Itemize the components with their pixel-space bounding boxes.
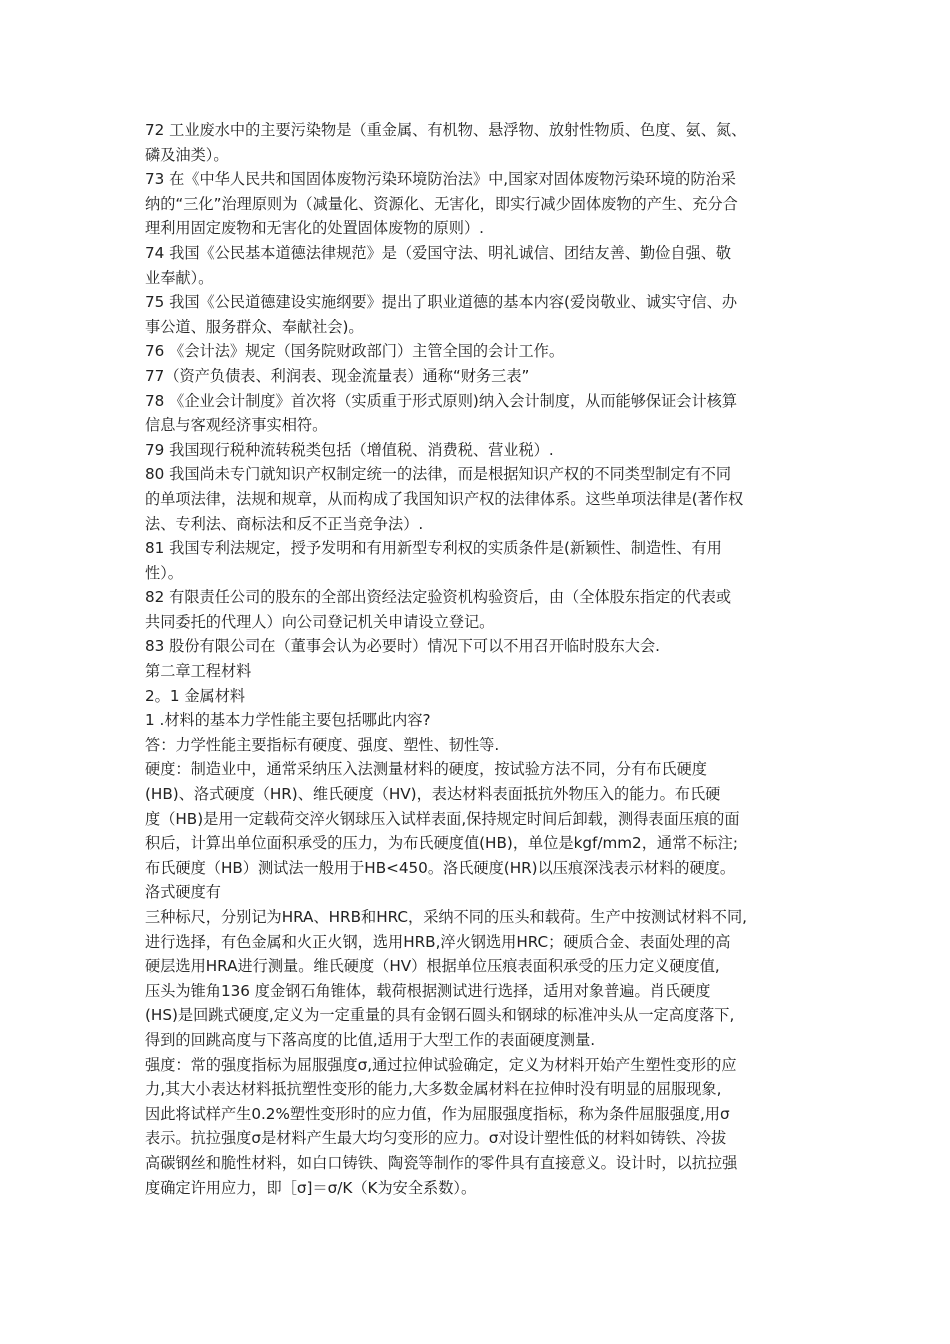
text-line: 78 《企业会计制度》首次将（实质重于形式原则)纳入会计制度，从而能够保证会计核算 <box>145 391 738 410</box>
text-line: 的单项法律，法规和规章，从而构成了我国知识产权的法律体系。这些单项法律是(著作权 <box>145 489 744 508</box>
text-line: (HB)、洛式硬度（HR)、维氏硬度（HV)，表达材料表面抵抗外物压入的能力。布氏硬 <box>145 785 721 804</box>
document-body <box>145 118 817 1200</box>
text-line: 答：力学性能主要指标有硬度、强度、塑性、韧性等. <box>145 735 500 754</box>
text-line: 信息与客观经济事实相符。 <box>145 416 328 435</box>
text-line: 76 《会计法》规定（国务院财政部门）主管全国的会计工作。 <box>145 342 565 361</box>
text-line: 72 工业废水中的主要污染物是（重金属、有机物、悬浮物、放射性物质、色度、氨、氮、 <box>145 121 747 139</box>
text-line: 第二章工程材料 <box>145 662 252 681</box>
text-line: 得到的回跳高度与下落高度的比值,适用于大型工作的表面硬度测量. <box>145 1030 596 1049</box>
text-line: (HS)是回跳式硬度,定义为一定重量的具有金钢石圆头和钢球的标准冲头从一定高度落下, <box>145 1006 735 1025</box>
text-line: 1 .材料的基本力学性能主要包括哪此内容? <box>145 711 431 730</box>
text-line: 度（HB)是用一定载荷交淬火钢球压入试样表面,保持规定时间后卸载，测得表面压痕的面 <box>145 809 740 828</box>
text-line: 纳的“三化”治理原则为（减量化、资源化、无害化，即实行减少固体废物的产生、充分合 <box>145 194 738 213</box>
text-line: 法、专利法、商标法和反不正当竞争法）. <box>145 514 424 533</box>
text-line: 共同委托的代理人）向公司登记机关申请设立登记。 <box>145 612 495 631</box>
text-line: 硬度：制造业中，通常采纳压入法测量材料的硬度，按试验方法不同，分有布氏硬度 <box>145 760 707 779</box>
text-line: 硬层选用HRA进行测量。维氏硬度（HV）根据单位压痕表面积承受的压力定义硬度值, <box>145 957 720 976</box>
text-line: 77（资产负债表、利润表、现金流量表）通称“财务三表” <box>145 366 530 385</box>
text-line: 强度：常的强度指标为屈服强度σ,通过拉伸试验确定，定义为材料开始产生塑性变形的应 <box>145 1055 737 1074</box>
text-line: 度确定许用应力，即［σ]＝σ/K（K为安全系数）。 <box>145 1178 477 1197</box>
text-line: 性）。 <box>145 563 183 582</box>
text-line: 理利用固定废物和无害化的处置固体废物的原则）. <box>145 219 484 238</box>
text-line: 力,其大小表达材料抵抗塑性变形的能力,大多数金属材料在拉伸时没有明显的屈服现象, <box>145 1080 722 1099</box>
text-line: 因此将试样产生0.2%塑性变形时的应力值，作为屈服强度指标，称为条件屈服强度,用σ <box>145 1104 730 1123</box>
text-line: 73 在《中华人民共和国固体废物污染环境防治法》中,国家对固体废物污染环境的防治采 <box>145 170 736 189</box>
text-line: 81 我国专利法规定，授予发明和有用新型专利权的实质条件是(新颖性、制造性、有用 <box>145 539 722 558</box>
text-line: 磷及油类）。 <box>145 145 229 164</box>
text-line: 83 股份有限公司在（董事会认为必要时）情况下可以不用召开临时股东大会. <box>145 637 660 656</box>
text-line: 79 我国现行税种流转税类包括（增值税、消费税、营业税）. <box>145 440 554 459</box>
text-line: 三种标尺，分别记为HRA、HRB和HRC，采纳不同的压头和载荷。生产中按测试材料不同, <box>145 908 747 926</box>
text-line: 洛式硬度有 <box>145 883 221 902</box>
text-line: 80 我国尚未专门就知识产权制定统一的法律，而是根据知识产权的不同类型制定有不同 <box>145 465 732 484</box>
text-line: 74 我国《公民基本道德法律规范》是（爱国守法、明礼诚信、团结友善、勤俭自强、敬 <box>145 243 732 262</box>
text-line: 进行选择，有色金属和火正火钢，选用HRB,淬火钢选用HRC；硬质合金、表面处理的高 <box>145 932 731 951</box>
text-line: 2。1 金属材料 <box>145 686 246 705</box>
text-line: 业奉献）。 <box>145 268 214 287</box>
text-line: 压头为锥角136 度金钢石角锥体，载荷根据测试进行选择，适用对象普遍。肖氏硬度 <box>145 981 711 1000</box>
text-line: 82 有限责任公司的股东的全部出资经法定验资机构验资后，由（全体股东指定的代表或 <box>145 588 732 607</box>
text-line: 积后，计算出单位面积承受的压力，为布氏硬度值(HB)，单位是kgf/mm2，通常不标注; <box>145 834 738 853</box>
text-line: 高碳钢丝和脆性材料，如白口铸铁、陶瓷等制作的零件具有直接意义。设计时，以抗拉强 <box>145 1153 738 1172</box>
text-line: 事公道、服务群众、奉献社会)。 <box>145 317 364 336</box>
text-line: 75 我国《公民道德建设实施纲要》提出了职业道德的基本内容(爱岗敬业、诚实守信、办 <box>145 293 738 312</box>
text-line: 布氏硬度（HB）测试法一般用于HB<450。洛氏硬度(HR)以压痕深浅表示材料的硬度。 <box>145 858 736 877</box>
text-line: 表示。抗拉强度σ是材料产生最大均匀变形的应力。σ对设计塑性低的材料如铸铁、冷拔 <box>145 1129 727 1148</box>
